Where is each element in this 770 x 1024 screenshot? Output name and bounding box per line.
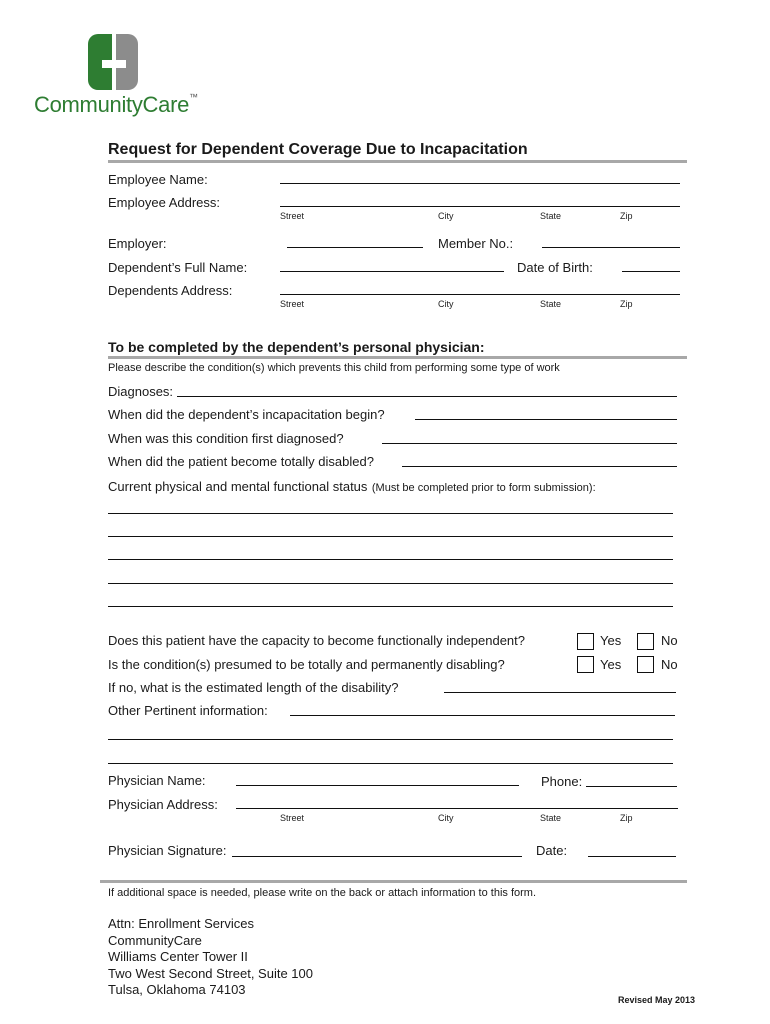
physician-name-label: Physician Name:: [108, 773, 206, 788]
employee-address-field[interactable]: [280, 206, 680, 207]
employee-city-caption: City: [438, 211, 454, 221]
incapacitation-begin-field[interactable]: [415, 419, 677, 420]
attn-line: Two West Second Street, Suite 100: [108, 965, 313, 981]
capacity-yes-checkbox[interactable]: [577, 633, 594, 650]
attn-line: Tulsa, Oklahoma 74103: [108, 982, 246, 997]
totally-disabled-field[interactable]: [402, 466, 677, 467]
employer-field[interactable]: [287, 247, 423, 248]
communitycare-logo-icon: [88, 34, 140, 90]
employee-name-label: Employee Name:: [108, 172, 208, 187]
functional-status-line-1[interactable]: [108, 513, 673, 514]
physician-address-label: Physician Address:: [108, 797, 218, 812]
employee-address-label: Employee Address:: [108, 195, 221, 210]
first-diagnosed-field[interactable]: [382, 443, 677, 444]
employee-state-caption: State: [540, 211, 562, 221]
phone-label: Phone:: [541, 774, 583, 789]
brand-name: CommunityCare™: [34, 92, 198, 117]
physician-city-caption: City: [438, 813, 454, 823]
functional-status-line-4[interactable]: [108, 583, 673, 584]
other-info-line-2[interactable]: [108, 739, 673, 740]
permanent-question: Is the condition(s) presumed to be totally and permanently disabling?: [108, 657, 505, 672]
physician-section-divider: [108, 356, 687, 359]
employee-zip-caption: Zip: [620, 211, 633, 221]
other-info-label: Other Pertinent information:: [108, 703, 268, 718]
diagnoses-field[interactable]: [177, 396, 677, 397]
incapacitation-begin-label: When did the dependent’s incapacitation begin?: [108, 407, 385, 422]
capacity-question: Does this patient have the capacity to become functionally independent?: [108, 633, 525, 648]
physician-name-field[interactable]: [236, 785, 519, 786]
physician-section-heading: To be completed by the dependent’s personal physician:: [108, 339, 485, 355]
member-no-label: Member No.:: [438, 236, 514, 251]
permanent-yes-checkbox[interactable]: [577, 656, 594, 673]
physician-state-caption: State: [540, 813, 562, 823]
permanent-yes-label: Yes: [600, 657, 622, 672]
footer-note: If additional space is needed, please write on the back or attach information to this form.: [108, 887, 537, 899]
dependent-name-label: Dependent’s Full Name:: [108, 260, 248, 275]
diagnoses-label: Diagnoses:: [108, 384, 174, 399]
first-diagnosed-label: When was this condition first diagnosed?: [108, 431, 344, 446]
employee-name-field[interactable]: [280, 183, 680, 184]
date-of-birth-field[interactable]: [622, 271, 680, 272]
dependent-state-caption: State: [540, 299, 562, 309]
functional-status-label: Current physical and mental functional status (Must be completed prior to form submission):: [108, 479, 596, 494]
disability-length-label: If no, what is the estimated length of the disability?: [108, 680, 399, 695]
dependent-street-caption: Street: [280, 299, 305, 309]
physician-signature-label: Physician Signature:: [108, 843, 227, 858]
permanent-no-checkbox[interactable]: [637, 656, 654, 673]
physician-address-field[interactable]: [236, 808, 678, 809]
dependents-address-label: Dependents Address:: [108, 283, 233, 298]
title-divider: [108, 160, 687, 163]
date-field[interactable]: [588, 856, 676, 857]
date-of-birth-label: Date of Birth:: [517, 260, 593, 275]
date-label: Date:: [536, 843, 568, 858]
functional-status-line-3[interactable]: [108, 559, 673, 560]
page-title: Request for Dependent Coverage Due to Incapacitation: [108, 141, 528, 158]
capacity-no-label: No: [661, 633, 678, 648]
employer-label: Employer:: [108, 236, 167, 251]
capacity-yes-label: Yes: [600, 633, 622, 648]
disability-length-field[interactable]: [444, 692, 676, 693]
other-info-line-3[interactable]: [108, 763, 673, 764]
revised-date: Revised May 2013: [618, 995, 696, 1005]
employee-street-caption: Street: [280, 211, 305, 221]
physician-signature-field[interactable]: [232, 856, 522, 857]
functional-status-line-5[interactable]: [108, 606, 673, 607]
member-no-field[interactable]: [542, 247, 680, 248]
dependent-zip-caption: Zip: [620, 299, 633, 309]
attn-line: Williams Center Tower II: [108, 949, 248, 964]
dependent-name-field[interactable]: [280, 271, 504, 272]
attn-line: CommunityCare: [108, 932, 202, 948]
other-info-field[interactable]: [290, 715, 675, 716]
physician-street-caption: Street: [280, 813, 305, 823]
capacity-no-checkbox[interactable]: [637, 633, 654, 650]
functional-status-note: (Must be completed prior to form submission):: [371, 482, 596, 494]
permanent-no-label: No: [661, 657, 678, 672]
physician-instruction: Please describe the condition(s) which prevents this child from performing some type of work: [108, 362, 560, 374]
phone-field[interactable]: [586, 786, 677, 787]
dependent-city-caption: City: [438, 299, 454, 309]
dependents-address-field[interactable]: [280, 294, 680, 295]
attn-address-block: [108, 916, 313, 999]
totally-disabled-label: When did the patient become totally disabled?: [108, 454, 374, 469]
footer-divider: [100, 880, 687, 883]
physician-zip-caption: Zip: [620, 813, 633, 823]
attn-line: Attn: Enrollment Services: [108, 916, 254, 931]
functional-status-line-2[interactable]: [108, 536, 673, 537]
